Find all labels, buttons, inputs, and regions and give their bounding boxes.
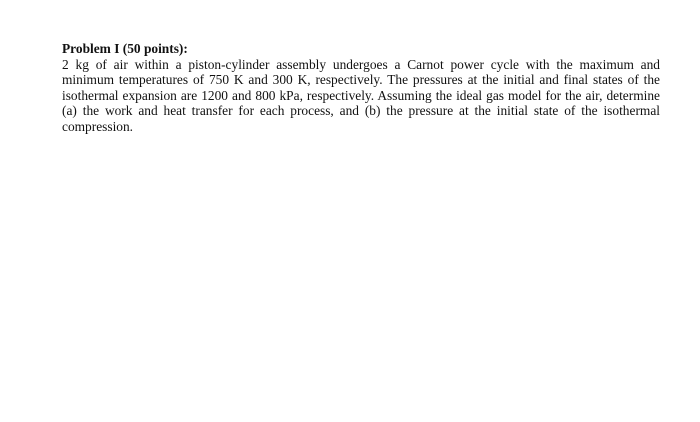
problem-heading: Problem I (50 points): <box>62 41 188 56</box>
problem-block <box>62 41 660 135</box>
problem-statement: 2 kg of air within a piston-cylinder assembly undergoes a Carnot power cycle with the maximum and minimum temperatures of 750 K and 300 K, respectively. The pressures at the initial and final states of the isothermal expansion are 1200 and 800 kPa, respectively. Assuming the ideal gas model for the air, determine (a) the work and heat transfer for each process, and (b) the pressure at the initial state of the isothermal compression. <box>62 56 660 134</box>
